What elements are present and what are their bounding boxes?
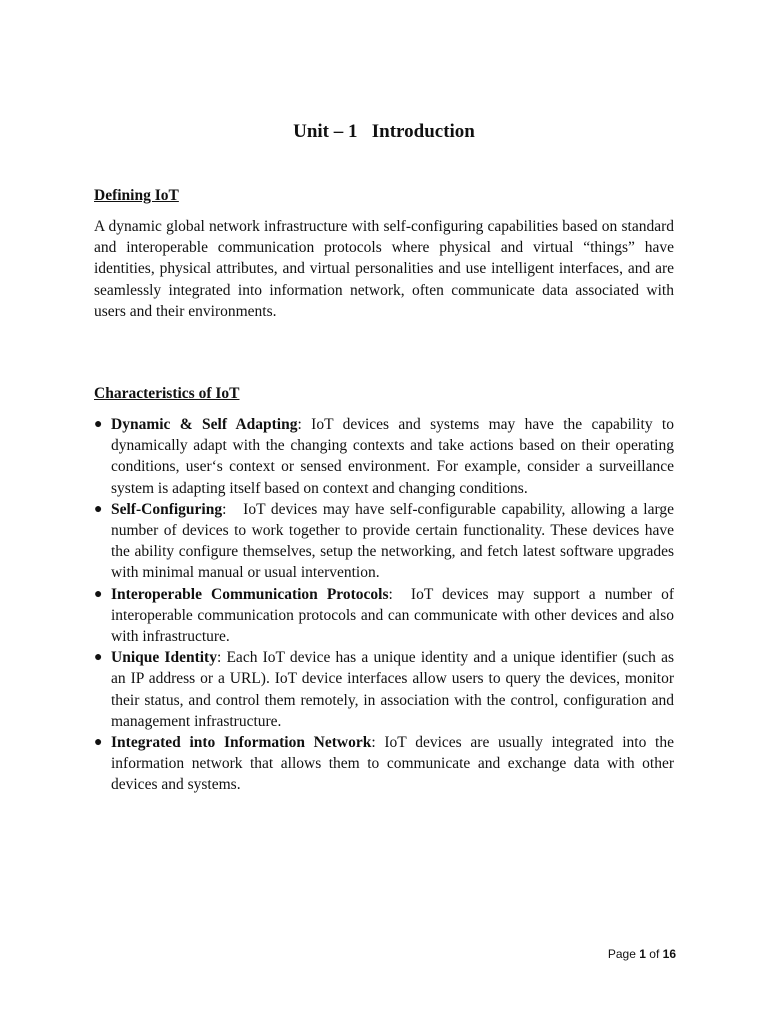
item-text: Each IoT device has a unique identity and a unique identifier (such as an IP address or a URL). IoT device interfaces allow users to query the devices, monitor their status, and control them remotely, in association with the control, configuration and management infrastructure. xyxy=(111,649,675,730)
page-number xyxy=(608,946,676,962)
item-term: Dynamic & Self Adapting xyxy=(111,416,298,433)
item-term: Interoperable Communication Protocols xyxy=(111,585,389,603)
list-item xyxy=(94,414,674,499)
section-heading-characteristics: Characteristics of IoT xyxy=(94,385,240,402)
page-total: 16 xyxy=(662,947,676,961)
characteristics-list xyxy=(94,414,674,796)
item-text: IoT devices and systems may have the capability to dynamically adapt with the changing contexts and take actions based on their operating conditions, user‘s context or sensed environment. For example, consider a surveillance system is adapting itself based on context and changing conditions. xyxy=(111,416,674,497)
definition-paragraph: A dynamic global network infrastructure with self-configuring capabilities based on standard and interoperable communication protocols where physical and virtual “things” have identities, physical attributes, and virtual personalities and use intelligent interfaces, and are seamlessly integrated into information network, often communicate data associated with users and their environments. xyxy=(94,218,674,320)
item-separator: : xyxy=(388,585,411,603)
page-current: 1 xyxy=(639,947,646,961)
of-word: of xyxy=(649,947,660,961)
bullet-icon: ● xyxy=(94,417,103,432)
item-separator: : xyxy=(222,500,244,518)
list-item xyxy=(94,499,674,584)
bullet-icon: ● xyxy=(94,501,103,517)
list-item xyxy=(94,647,674,732)
item-text: IoT devices are usually integrated into the information network that allows them to communicate and exchange data with other devices and systems. xyxy=(111,734,674,794)
item-term: Unique Identity xyxy=(111,649,217,667)
item-term: Self-Configuring xyxy=(111,500,223,518)
item-separator: : xyxy=(216,649,227,667)
list-item xyxy=(94,584,674,648)
section-heading-defining-iot: Defining IoT xyxy=(94,187,179,204)
list-item xyxy=(94,732,674,796)
bullet-icon: ● xyxy=(94,650,103,666)
item-separator: : xyxy=(297,416,312,433)
bullet-icon: ● xyxy=(94,586,103,602)
item-text: IoT devices may support a number of interoperable communication protocols and can communicate with other devices and also with infrastructure. xyxy=(111,585,674,646)
item-separator: : xyxy=(371,734,385,752)
page-title: Unit – 1 Introduction xyxy=(293,121,475,142)
item-text: IoT devices may have self-configurable capability, allowing a large number of devices to work together to provide certain functionality. These devices have the ability configure themselves, setup the networking, and fetch latest software upgrades with minimal manual or usual intervention. xyxy=(111,500,674,582)
item-term: Integrated into Information Network xyxy=(111,734,372,752)
page-word: Page xyxy=(607,947,636,961)
bullet-icon: ● xyxy=(94,735,103,751)
